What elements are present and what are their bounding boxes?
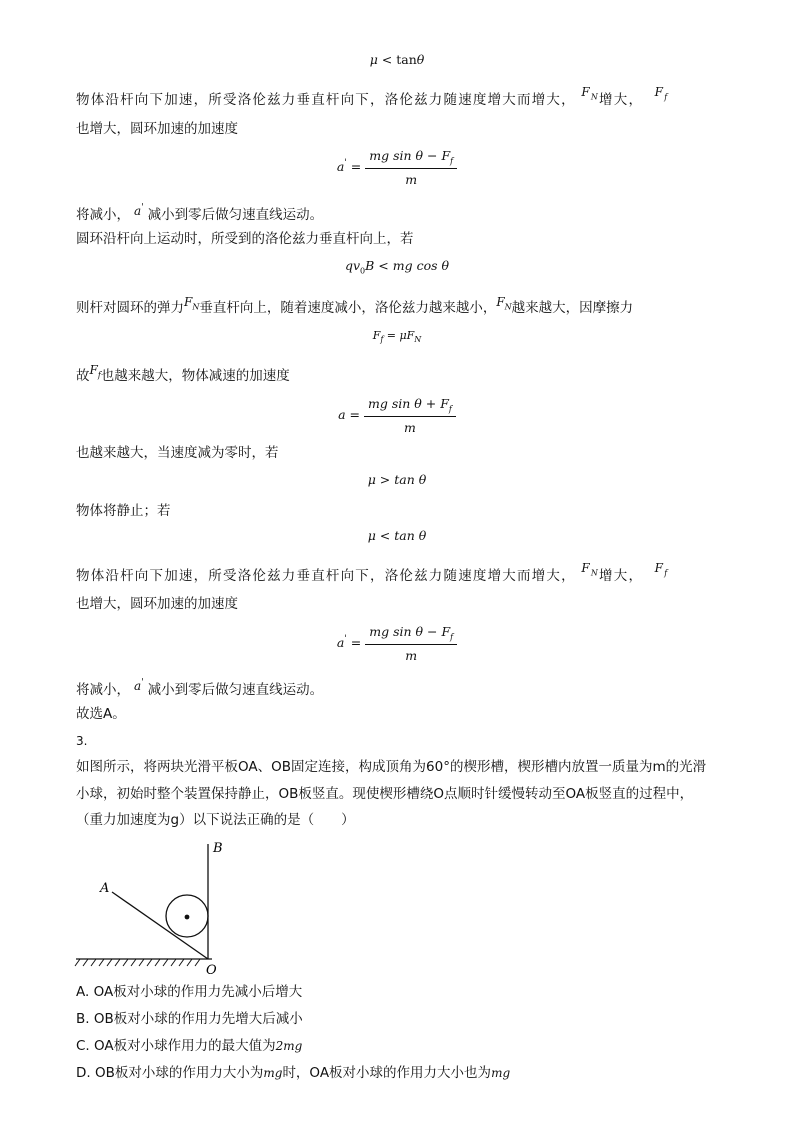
fraction: $\frac{mg \sin \theta - F_f}{m}$ — [365, 148, 457, 187]
answer-line: 故选A。 — [76, 706, 126, 722]
ball-center-dot — [185, 915, 190, 920]
plate-oa — [112, 892, 208, 959]
equation-mu-less-tan: μ < tanθ — [369, 52, 425, 67]
paragraph-line: 物体将静止；若 — [76, 503, 171, 519]
equation-a: a = $\frac{mg \sin \theta + F_f}{m}$ — [0, 396, 794, 435]
equation-a-prime: a' = $\frac{mg \sin \theta - F_f}{m}$ — [0, 624, 794, 663]
paragraph-line: 圆环沿杆向上运动时，所受到的洛伦兹力垂直杆向上，若 — [76, 231, 414, 247]
question-number: 3. — [76, 734, 88, 748]
option-b: B. OB板对小球的作用力先增大后减小 — [76, 1011, 303, 1027]
paragraph-line: 将减小， a' 减小到零后做匀速直线运动。 — [76, 678, 324, 698]
label-o: O — [206, 963, 217, 976]
question-text: 小球，初始时整个装置保持静止，OB板竖直。现使楔形槽绕O点顺时针缓慢转动至OA板竖直的过程中， — [76, 786, 694, 802]
paragraph-line: 也越来越大，当速度减为零时，若 — [76, 445, 279, 461]
paragraph-line: 物体沿杆向下加速，所受洛伦兹力垂直杆向下，洛伦兹力随速度增大而增大， $F_N$增大， $F_f$ — [76, 561, 669, 584]
option-d: D. OB板对小球的作用力大小为mg时，OA板对小球的作用力大小也为mg — [76, 1065, 511, 1081]
friction-force-symbol: $F_f$ — [654, 85, 669, 102]
label-b: B — [213, 841, 223, 856]
equation-a-prime: a' = $\frac{mg \sin \theta - F_f}{m}$ — [0, 148, 794, 187]
ground-hatching — [75, 959, 200, 966]
question-text: 如图所示，将两块光滑平板OA、OB固定连接，构成顶角为60°的楔形槽，楔形槽内放置一质量为m的光滑 — [76, 759, 707, 775]
option-a: A. OA板对小球的作用力先减小后增大 — [76, 984, 303, 1000]
paragraph-line: 也增大，圆环加速的加速度 — [76, 596, 238, 612]
paragraph-line: 物体沿杆向下加速，所受洛伦兹力垂直杆向下，洛伦兹力随速度增大而增大， $F_N$增大， $F_f$ — [76, 85, 669, 108]
equation-mu-less-tan: μ < tan θ — [367, 528, 427, 543]
force-normal-symbol: $F_N$ — [581, 85, 600, 102]
equation-friction: $F_f = \mu F_N$ — [372, 329, 422, 345]
fraction: $\frac{mg \sin \theta + F_f}{m}$ — [364, 396, 456, 435]
label-a: A — [100, 881, 110, 896]
option-c: C. OA板对小球作用力的最大值为2mg — [76, 1038, 303, 1054]
equation-lorentz-condition: $qv_0B$ < mg cos θ — [344, 258, 450, 276]
equation-mu-greater-tan: μ > tan θ — [367, 472, 427, 487]
paragraph-line: 将减小， a' 减小到零后做匀速直线运动。 — [76, 203, 324, 223]
question-text: （重力加速度为g）以下说法正确的是（ ） — [76, 812, 355, 828]
paragraph-line: 故$F_f$也越来越大，物体减速的加速度 — [76, 363, 290, 384]
fraction: $\frac{mg \sin \theta - F_f}{m}$ — [365, 624, 457, 663]
paragraph-line: 则杆对圆环的弹力$F_N$垂直杆向上，随着速度减小，洛伦兹力越来越小，$F_N$越来越大，因摩擦力 — [76, 295, 634, 316]
wedge-diagram — [72, 836, 242, 976]
paragraph-line: 也增大，圆环加速的加速度 — [76, 121, 238, 137]
